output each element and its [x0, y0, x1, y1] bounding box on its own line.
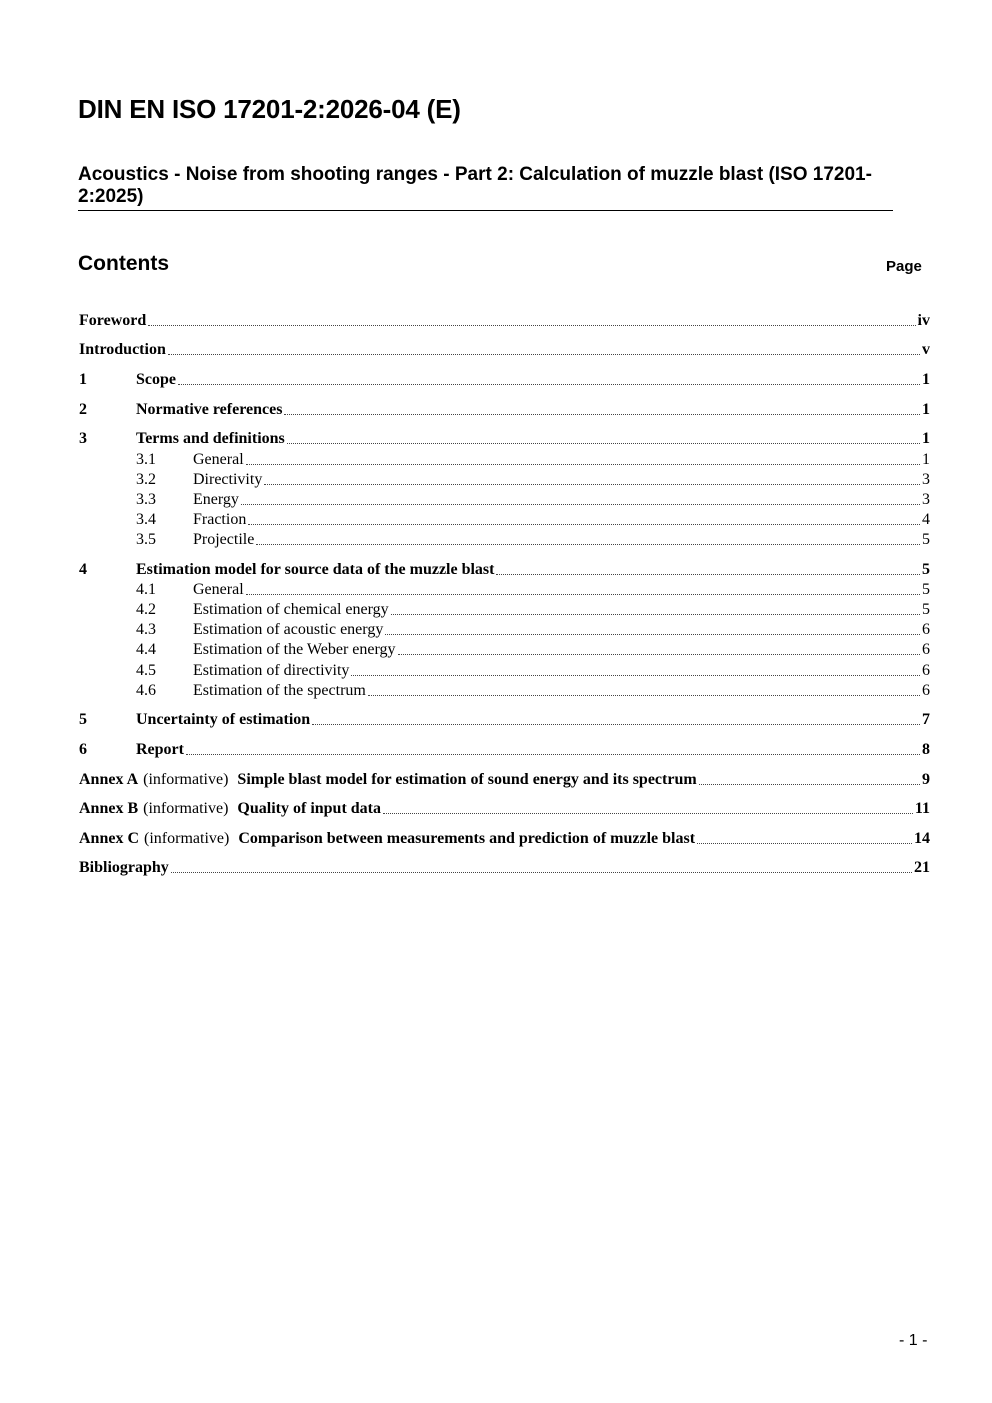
toc-page: 5 — [922, 601, 930, 618]
toc-title: Estimation of acoustic energy — [193, 621, 384, 638]
toc-number: 4.2 — [136, 601, 156, 618]
toc-title: Report — [136, 741, 184, 758]
toc-leader — [171, 872, 912, 873]
toc-entry-report[interactable] — [79, 740, 930, 760]
toc-page: 6 — [922, 682, 930, 699]
toc-number: 4 — [79, 561, 87, 578]
toc-leader — [385, 634, 920, 635]
toc-entry-introduction[interactable] — [79, 340, 930, 360]
toc-number: 6 — [79, 741, 87, 758]
toc-leader — [246, 464, 920, 465]
toc-entry-3-5[interactable] — [79, 530, 930, 550]
toc-leader — [284, 414, 920, 415]
toc-entry-annex-b[interactable] — [79, 799, 930, 819]
contents-heading: Contents — [78, 252, 169, 275]
toc-page: 6 — [922, 641, 930, 658]
toc-title: Fraction — [193, 511, 247, 528]
toc-number: 3.1 — [136, 451, 156, 468]
toc-entry-3-2[interactable] — [79, 470, 930, 490]
toc-page: 5 — [922, 531, 930, 548]
toc-annex-info: (informative) — [143, 800, 229, 817]
toc-entry-4-4[interactable] — [79, 640, 930, 660]
toc-page: 8 — [922, 741, 930, 758]
toc-leader — [264, 484, 920, 485]
toc-leader — [256, 544, 920, 545]
toc-leader — [312, 724, 920, 725]
toc-title: Simple blast model for estimation of sound energy and its spectrum — [237, 771, 697, 788]
toc-title: Foreword — [79, 312, 147, 329]
toc-number: 1 — [79, 371, 87, 388]
toc-entry-estimation-model[interactable] — [79, 560, 930, 580]
document-subtitle: Acoustics - Noise from shooting ranges - Part 2: Calculation of muzzle blast (ISO 17201-2:2025) — [78, 164, 893, 211]
toc-title: Uncertainty of estimation — [136, 711, 311, 728]
toc-leader — [351, 675, 920, 676]
toc-page: 1 — [922, 401, 930, 418]
toc-entry-3-4[interactable] — [79, 510, 930, 530]
toc-title: Estimation of the Weber energy — [193, 641, 396, 658]
document-id: DIN EN ISO 17201-2:2026-04 (E) — [78, 94, 461, 124]
toc-entry-4-3[interactable] — [79, 620, 930, 640]
toc-title: Projectile — [193, 531, 255, 548]
toc-leader — [186, 754, 920, 755]
toc-title: Estimation model for source data of the muzzle blast — [136, 561, 495, 578]
toc-page: 1 — [922, 371, 930, 388]
toc-number: 4.3 — [136, 621, 156, 638]
toc-title: Energy — [193, 491, 239, 508]
toc-leader — [496, 574, 920, 575]
toc-number: 3.4 — [136, 511, 156, 528]
toc-entry-foreword[interactable] — [79, 311, 930, 331]
toc-annex-info: (informative) — [143, 771, 229, 788]
toc-page: iv — [917, 312, 930, 329]
toc-page: 14 — [914, 830, 930, 847]
toc-number: 3.2 — [136, 471, 156, 488]
toc-annex-prefix: Annex B — [79, 800, 139, 817]
toc-page: 3 — [922, 491, 930, 508]
toc-title: Estimation of chemical energy — [193, 601, 389, 618]
toc-title: Bibliography — [79, 859, 169, 876]
toc-entry-4-1[interactable] — [79, 580, 930, 600]
toc-entry-annex-c[interactable] — [79, 829, 930, 849]
toc-leader — [246, 594, 920, 595]
toc-leader — [248, 524, 920, 525]
toc-entry-terms-and-definitions[interactable] — [79, 429, 930, 449]
toc-page: 11 — [914, 800, 930, 817]
toc-annex-info: (informative) — [144, 830, 230, 847]
toc-annex-prefix: Annex A — [79, 771, 139, 788]
toc-title: Quality of input data — [237, 800, 382, 817]
toc-leader — [178, 384, 920, 385]
toc-page: 1 — [922, 451, 930, 468]
toc-leader — [383, 813, 913, 814]
toc-leader — [398, 654, 920, 655]
toc-leader — [168, 354, 920, 355]
toc-page: 5 — [922, 581, 930, 598]
toc-leader — [368, 695, 920, 696]
toc-title: Introduction — [79, 341, 166, 358]
toc-number: 3.5 — [136, 531, 156, 548]
footer-page-number: - 1 - — [899, 1332, 928, 1349]
toc-leader — [391, 614, 920, 615]
toc-entry-uncertainty[interactable] — [79, 710, 930, 730]
toc-entry-bibliography[interactable] — [79, 858, 930, 878]
toc-page: 21 — [914, 859, 930, 876]
toc-entry-annex-a[interactable] — [79, 770, 930, 790]
toc-entry-4-5[interactable] — [79, 661, 930, 681]
toc-entry-scope[interactable] — [79, 370, 930, 390]
toc-title: Directivity — [193, 471, 263, 488]
toc-entry-4-6[interactable] — [79, 681, 930, 701]
toc-page: 1 — [922, 430, 930, 447]
toc-number: 5 — [79, 711, 87, 728]
toc-entry-4-2[interactable] — [79, 600, 930, 620]
toc-leader — [241, 504, 920, 505]
toc-annex-prefix: Annex C — [79, 830, 140, 847]
toc-number: 4.5 — [136, 662, 156, 679]
toc-leader — [697, 843, 912, 844]
toc-title: General — [193, 581, 244, 598]
toc-entry-normative-references[interactable] — [79, 400, 930, 420]
toc-entry-3-1[interactable] — [79, 450, 930, 470]
toc-title: Estimation of the spectrum — [193, 682, 366, 699]
toc-page: 9 — [922, 771, 930, 788]
toc-number: 3 — [79, 430, 87, 447]
toc-leader — [287, 443, 920, 444]
toc-title: Scope — [136, 371, 176, 388]
toc-page: 4 — [922, 511, 930, 528]
toc-page: 6 — [922, 621, 930, 638]
toc-number: 4.4 — [136, 641, 156, 658]
toc-leader — [699, 784, 920, 785]
toc-page: 7 — [922, 711, 930, 728]
toc-number: 2 — [79, 401, 87, 418]
toc-title: Normative references — [136, 401, 283, 418]
toc-number: 4.1 — [136, 581, 156, 598]
toc-title: Terms and definitions — [136, 430, 285, 447]
toc-title: Estimation of directivity — [193, 662, 350, 679]
toc-entry-3-3[interactable] — [79, 490, 930, 510]
toc-title: General — [193, 451, 244, 468]
toc-number: 3.3 — [136, 491, 156, 508]
toc-page: 6 — [922, 662, 930, 679]
toc-title: Comparison between measurements and prediction of muzzle blast — [238, 830, 696, 847]
toc-leader — [148, 325, 915, 326]
toc-number: 4.6 — [136, 682, 156, 699]
toc-page: v — [922, 341, 930, 358]
page-column-heading: Page — [886, 258, 922, 275]
toc-page: 5 — [922, 561, 930, 578]
toc-page: 3 — [922, 471, 930, 488]
